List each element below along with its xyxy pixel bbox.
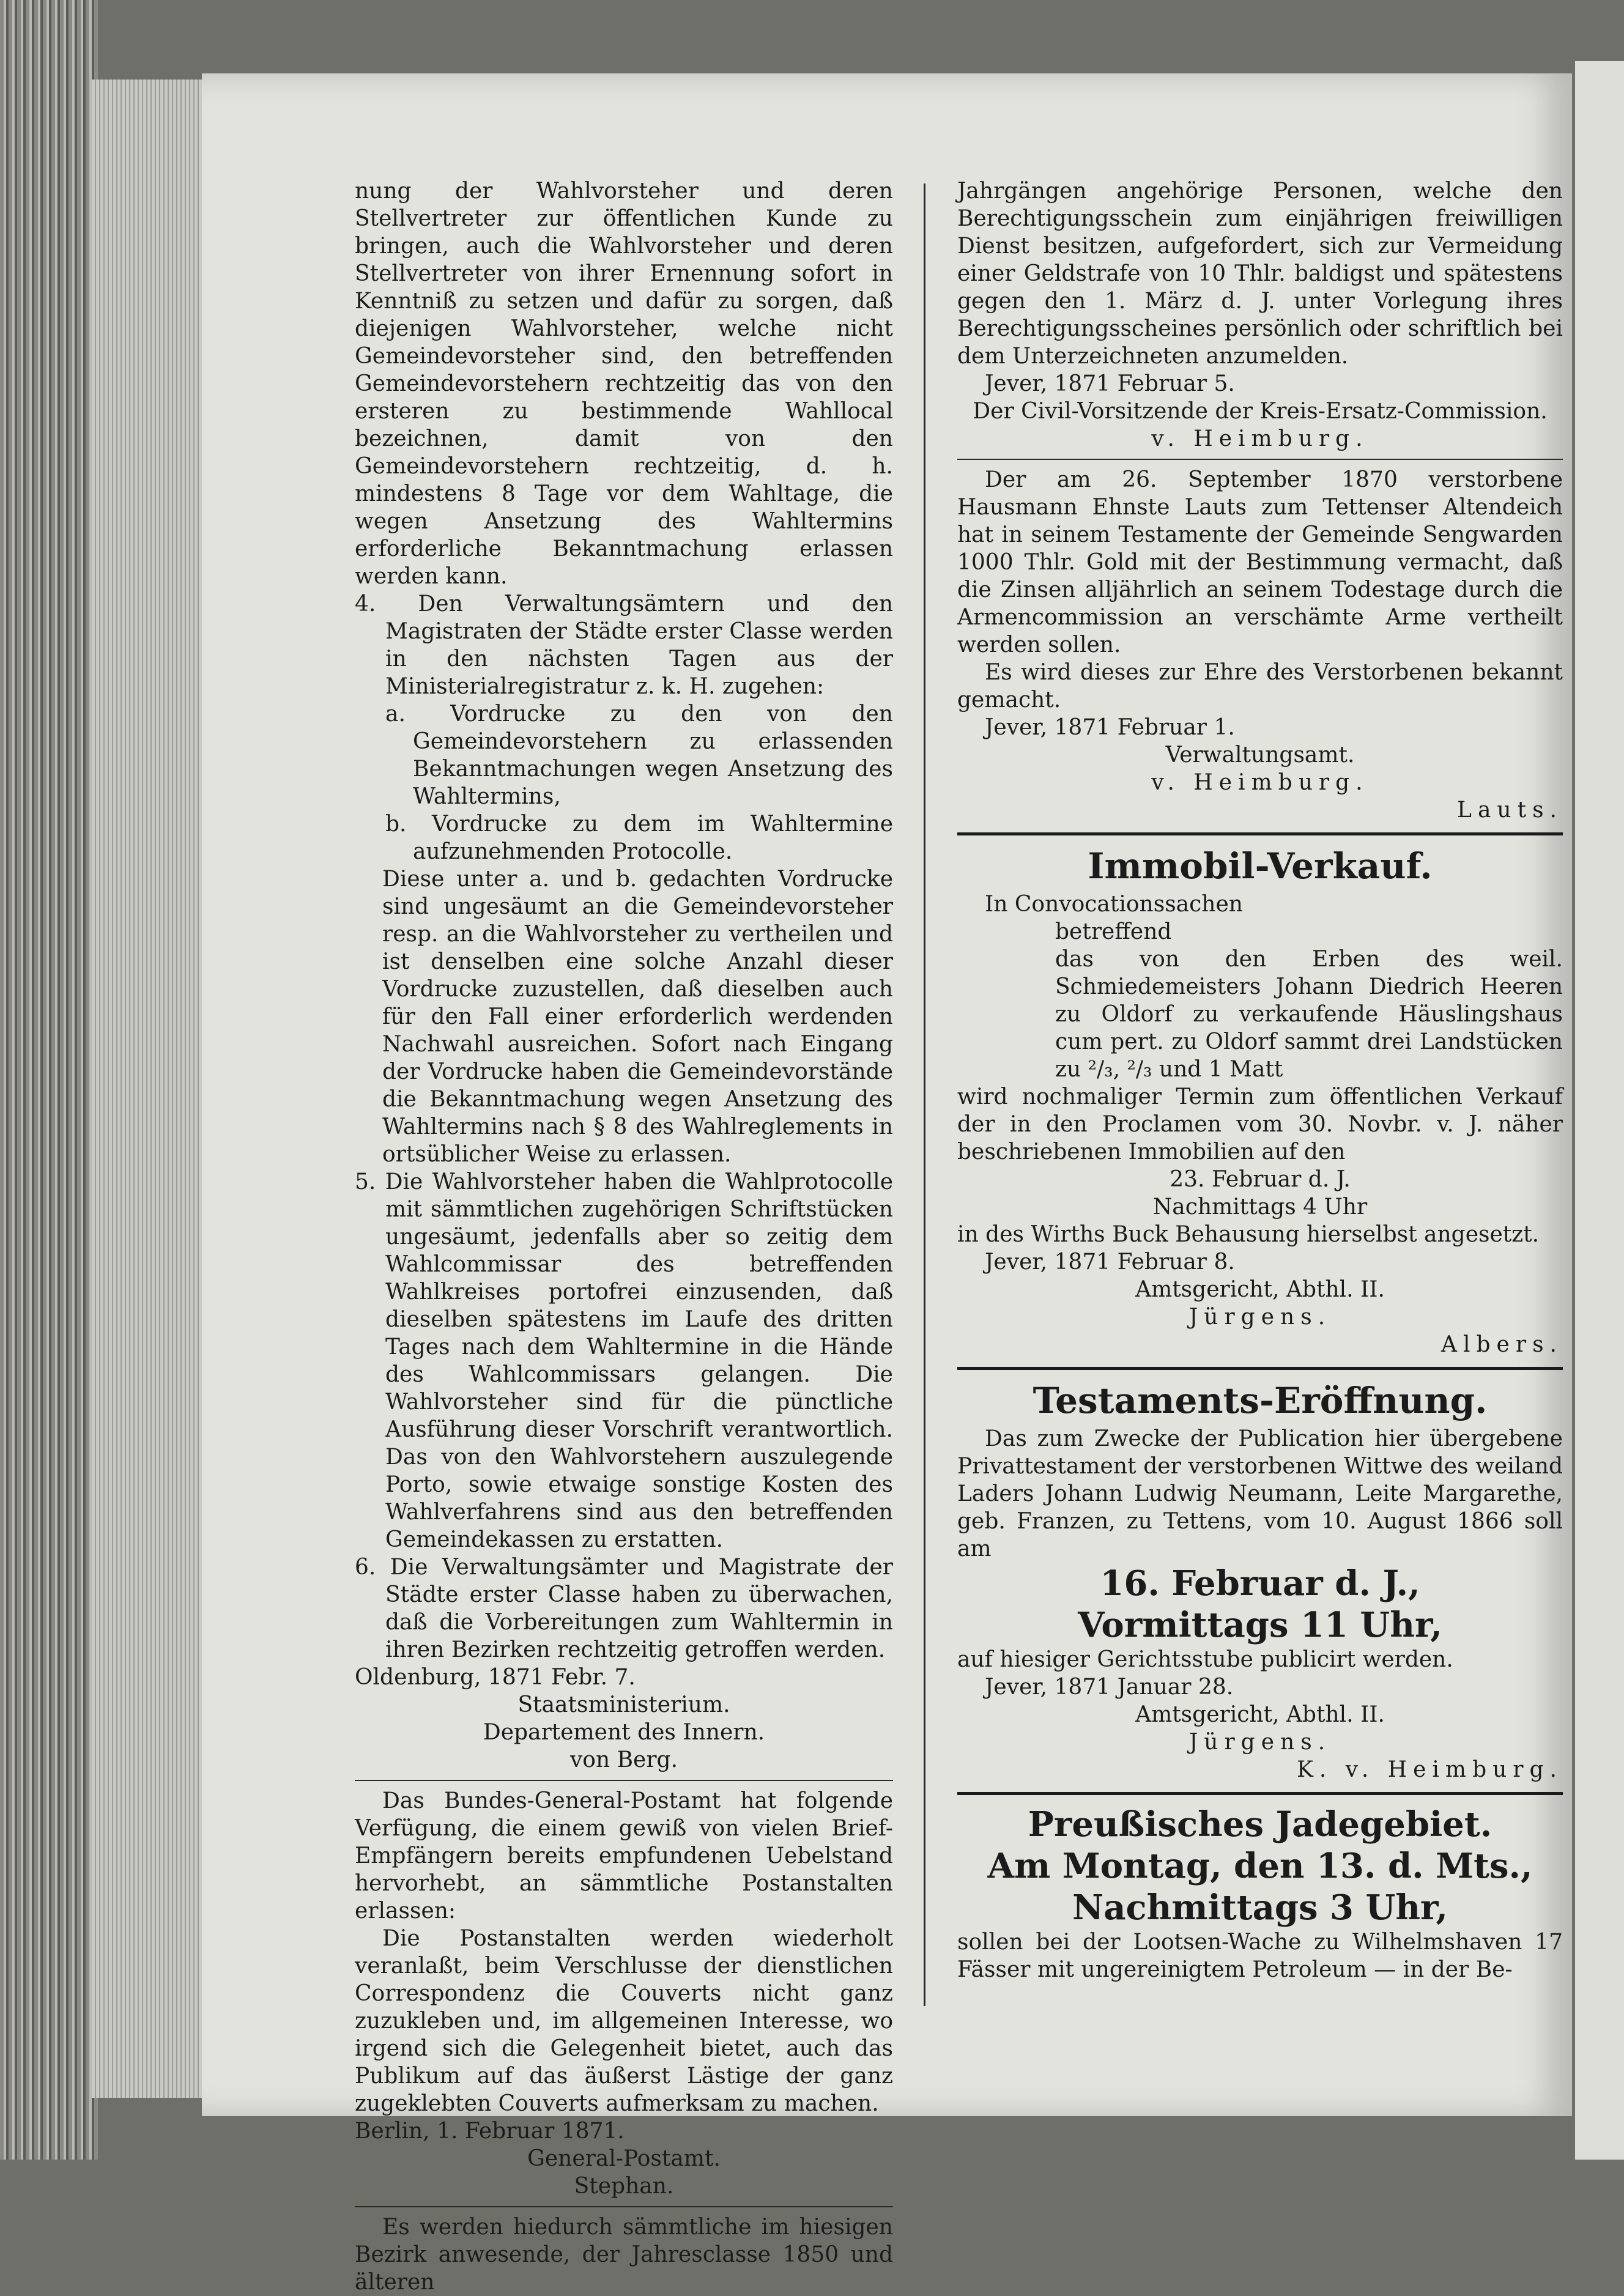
signature-line: Albers. bbox=[1441, 1332, 1563, 1357]
signature-line: K. v. Heimburg. bbox=[1296, 1757, 1563, 1782]
column-divider bbox=[924, 183, 925, 2006]
place-date: Oldenburg, 1871 Febr. 7. bbox=[355, 1665, 636, 1690]
post-intro-paragraph: Das Bundes-General-Postamt hat folgende Verfügung, die einem gewiß von vielen Brief-Empfängern bereits empfundenen Uebelstand hervorhebt, an sämmtliche Postanstalten erlassen: bbox=[355, 1788, 893, 1924]
immo-line: betreffend bbox=[1055, 919, 1172, 944]
left-column bbox=[355, 177, 893, 2296]
signature-line: Jürgens. bbox=[1188, 1305, 1332, 1330]
jade-text: sollen bei der Lootsen-Wache zu Wilhelmshaven 17 Fässer mit ungereinigtem Petroleum — in der Be- bbox=[957, 1930, 1563, 1982]
left-intro-paragraph: nung der Wahlvorsteher und deren Stellvertreter zur öffentlichen Kunde zu bringen, auch die Wahlvorsteher und deren Stellvertreter von ihrer Ernennung sofort in Kenntniß zu setzen und dafür zu sorgen, daß diejenigen Wahlvorsteher, welche nicht Gemeindevorsteher sind, den betreffenden Gemeindevorstehern rechtzeitig das von den ersteren zu bestimmende Wahllocal bezeichnen, damit von den Gemeindevorstehern rechtzeitig, d. h. mindestens 8 Tage vor dem Wahltage, die wegen Ansetzung des Wahltermins erforderliche Bekanntmachung erlassen werden kann. bbox=[355, 179, 893, 589]
divider-rule bbox=[355, 2206, 893, 2207]
item-4b: b. Vordrucke zu dem im Wahltermine aufzunehmenden Protocolle. bbox=[385, 812, 893, 864]
signature-line: Lauts. bbox=[1457, 798, 1563, 823]
immo-location: in des Wirths Buck Behausung hierselbst angesetzt. bbox=[957, 1222, 1540, 1247]
section-rule bbox=[957, 832, 1563, 835]
signature-line: General-Postamt. bbox=[527, 2146, 721, 2171]
facing-page-edge bbox=[1575, 61, 1624, 2160]
testament-location: auf hiesiger Gerichtsstube publicirt werden. bbox=[957, 1647, 1453, 1672]
item-6: 6. Die Verwaltungsämter und Magistrate der Städte erster Classe haben zu überwachen, daß die Vorbereitungen zum Wahltermin in ihren Bezirken rechtzeitig getroffen werden. bbox=[355, 1555, 893, 1662]
conscription-paragraph: Es werden hiedurch sämmtliche im hiesigen Bezirk anwesende, der Jahresclasse 1850 und älteren bbox=[355, 2215, 893, 2295]
section-rule bbox=[957, 1792, 1563, 1795]
testament-date: 16. Februar d. J., bbox=[1100, 1563, 1420, 1604]
signature-line: Amtsgericht, Abthl. II. bbox=[1135, 1277, 1385, 1302]
place-date: Jever, 1871 Januar 28. bbox=[985, 1675, 1234, 1700]
signature-line: Der Civil-Vorsitzende der Kreis-Ersatz-Commission. bbox=[973, 399, 1548, 424]
place-date: Jever, 1871 Februar 1. bbox=[985, 715, 1235, 740]
page-stack-edge bbox=[92, 80, 202, 2098]
immobil-heading: Immobil-Verkauf. bbox=[1088, 845, 1433, 887]
legacy-paragraph: Der am 26. September 1870 verstorbene Hausmann Ehnste Lauts zum Tettenser Altendeich hat in seinem Testamente der Gemeinde Sengwarden 1000 Thlr. Gold mit der Bestimmung vermacht, daß die Zinsen alljährlich an seinem Todestage durch die Armencommission an verschämte Arme vertheilt werden sollen. bbox=[957, 467, 1563, 657]
testament-text: Das zum Zwecke der Publication hier übergebene Privattestament der verstorbenen Wittwe des weiland Laders Johann Ludwig Neumann, Leite Margarethe, geb. Franzen, zu Tettens, vom 10. August 1866 soll am bbox=[957, 1426, 1563, 1561]
conscription-continued: Jahrgängen angehörige Personen, welche den Berechtigungsschein zum einjährigen freiwilligen Dienst besitzen, aufgefordert, sich zur Vermeidung einer Geldstrafe von 10 Thlr. baldigst und spätestens gegen den 1. März d. J. unter Vorlegung ihres Berechtigungsscheines persönlich oder schriftlich bei dem Unterzeichneten anzumelden. bbox=[957, 179, 1563, 369]
legacy-note: Es wird dieses zur Ehre des Verstorbenen bekannt gemacht. bbox=[957, 660, 1563, 713]
place-date: Jever, 1871 Februar 8. bbox=[985, 1250, 1235, 1275]
immo-line: In Convocationssachen bbox=[985, 892, 1243, 917]
divider-rule bbox=[355, 1780, 893, 1781]
signature-line: Amtsgericht, Abthl. II. bbox=[1135, 1702, 1385, 1727]
jade-time: Nachmittags 3 Uhr, bbox=[1072, 1887, 1448, 1928]
item-4: 4. Den Verwaltungsämtern und den Magistraten der Städte erster Classe werden in den nächsten Tagen aus der Ministerialregistratur z. k. H. zugehen: bbox=[355, 591, 893, 699]
immo-time: Nachmittags 4 Uhr bbox=[1152, 1194, 1368, 1220]
item-4a: a. Vordrucke zu den von den Gemeindevorstehern zu erlassenden Bekanntmachungen wegen Ansetzung des Wahltermins, bbox=[385, 702, 893, 809]
signature-line: Jürgens. bbox=[1188, 1730, 1332, 1755]
section-rule bbox=[957, 1367, 1563, 1370]
immo-date: 23. Februar d. J. bbox=[1170, 1167, 1351, 1192]
signature-line: Stephan. bbox=[574, 2174, 674, 2199]
item-5: 5. Die Wahlvorsteher haben die Wahlprotocolle mit sämmtlichen zugehörigen Schriftstücken ungesäumt, jedenfalls aber so zeitig dem Wahlcommissar des betreffenden Wahlkreises portofrei einzusenden, daß dieselben spätestens im Laufe des dritten Tages nach dem Wahltermine in die Hände des Wahlcommissars gelangen. Die Wahlvorsteher sind für die pünctliche Ausführung dieser Vorschrift verantwortlich. Das von den Wahlvorstehern auszulegende Porto, sowie etwaige sonstige Kosten des Wahlverfahrens sind aus den betreffenden Gemeindekassen zu erstatten. bbox=[355, 1169, 893, 1552]
post-decree-paragraph: Die Postanstalten werden wiederholt veranlaßt, beim Verschlusse der dienstlichen Correspondenz die Couverts nicht ganz zuzukleben und, im allgemeinen Interesse, wo irgend sich die Gelegenheit bietet, auch das Publikum auf das äußerst Lästige der ganz zugeklebten Couverts aufmerksam zu machen. bbox=[355, 1926, 893, 2116]
book-edge bbox=[0, 0, 98, 2160]
divider-rule bbox=[957, 459, 1563, 460]
testament-heading: Testaments-Eröffnung. bbox=[1033, 1380, 1488, 1421]
signature-line: Departement des Innern. bbox=[483, 1720, 765, 1745]
signature-line: v. Heimburg. bbox=[1151, 426, 1369, 451]
signature-line: von Berg. bbox=[569, 1747, 678, 1772]
right-column bbox=[957, 177, 1563, 1983]
jade-heading: Preußisches Jadegebiet. bbox=[1028, 1804, 1492, 1845]
immo-object: das von den Erben des weil. Schmiedemeisters Johann Diedrich Heeren zu Oldorf zu verkaufende Häuslingshaus cum pert. zu Oldorf sammt drei Landstücken zu ²/₃, ²/₃ und 1 Matt bbox=[1055, 947, 1563, 1082]
place-date: Berlin, 1. Februar 1871. bbox=[355, 2119, 625, 2144]
jade-date: Am Montag, den 13. d. Mts., bbox=[987, 1846, 1533, 1886]
immo-text: wird nochmaliger Termin zum öffentlichen Verkauf der in den Proclamen vom 30. Novbr. v. J. näher beschriebenen Immobilien auf den bbox=[957, 1084, 1563, 1165]
item-4-text: Diese unter a. und b. gedachten Vordrucke sind ungesäumt an die Gemeindevorsteher resp. an die Wahlvorsteher zu vertheilen und ist denselben eine solche Anzahl dieser Vordrucke zuzustellen, daß dieselben auch für den Fall einer erforderlich werdenden Nachwahl ausreichen. Sofort nach Eingang der Vordrucke haben die Gemeindevorstände die Bekanntmachung wegen Ansetzung des Wahltermins nach § 8 des Wahlreglements in ortsüblicher Weise zu erlassen. bbox=[382, 867, 893, 1167]
signature-line: Staatsministerium. bbox=[517, 1692, 730, 1717]
testament-time: Vormittags 11 Uhr, bbox=[1078, 1605, 1442, 1645]
place-date: Jever, 1871 Februar 5. bbox=[985, 371, 1235, 396]
signature-line: v. Heimburg. bbox=[1151, 770, 1369, 795]
signature-line: Verwaltungsamt. bbox=[1165, 742, 1355, 768]
